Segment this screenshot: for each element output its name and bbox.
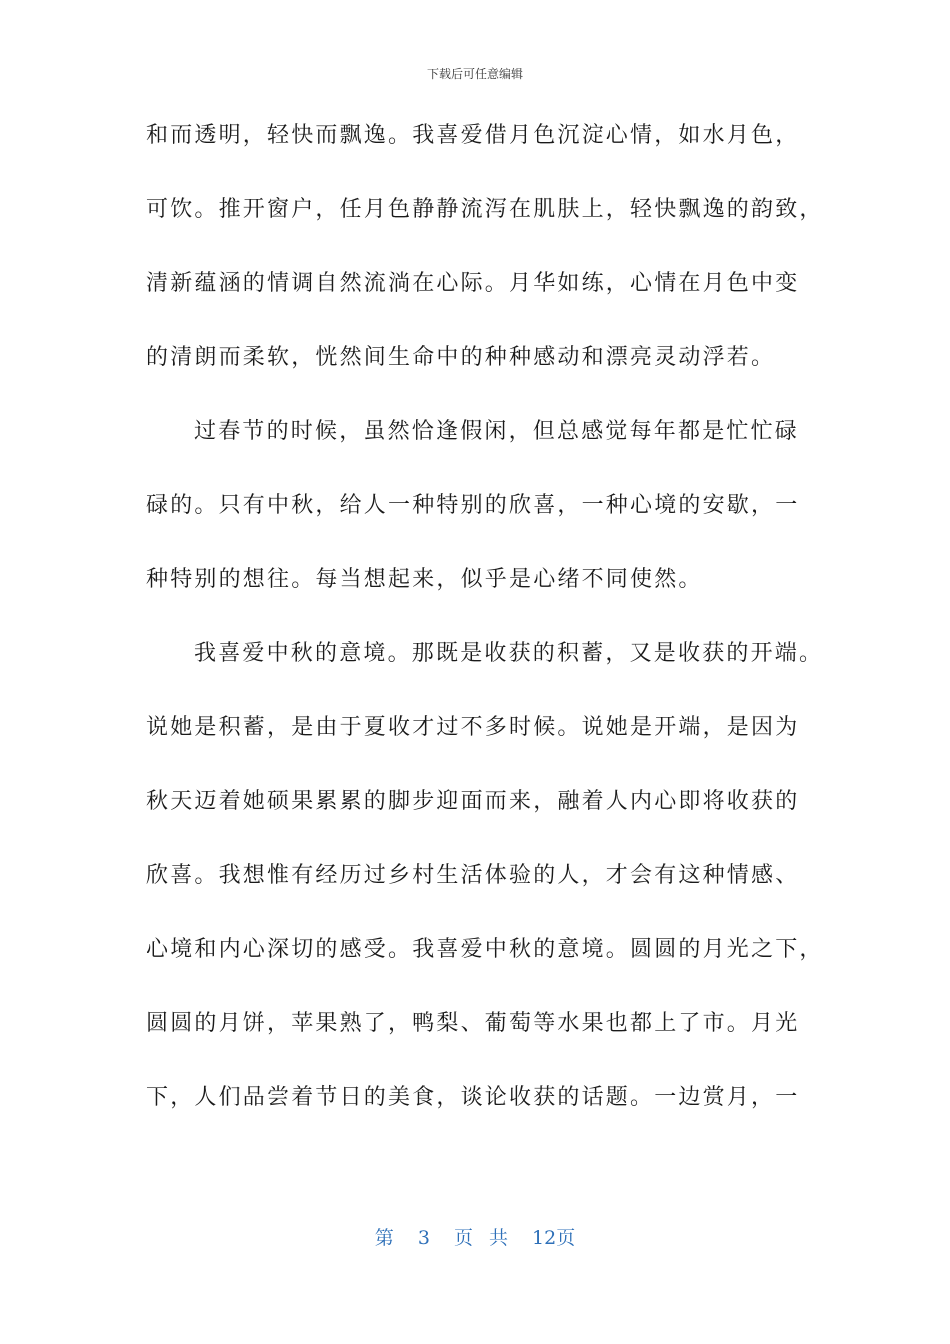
- text-line: 我喜爱中秋的意境。那既是收获的积蓄，又是收获的开端。: [194, 641, 824, 666]
- page-number-footer: [0, 1226, 950, 1250]
- page-header-note: 下载后可任意编辑: [426, 67, 523, 81]
- text-line: 圆圆的月饼，苹果熟了，鸭梨、葡萄等水果也都上了市。月光: [146, 1011, 800, 1036]
- text-line: 说她是积蓄，是由于夏收才过不多时候。说她是开端，是因为: [146, 715, 800, 740]
- text-line: 碌的。只有中秋，给人一种特别的欣喜，一种心境的安歇，一: [146, 493, 800, 518]
- page-middle-text: 页 共: [453, 1227, 508, 1249]
- text-line: 种特别的想往。每当想起来，似乎是心绪不同使然。: [146, 567, 703, 592]
- document-body: [146, 123, 824, 1160]
- text-line: 清新蕴涵的情调自然流淌在心际。月华如练，心情在月色中变: [146, 271, 800, 296]
- text-line: 秋天迈着她硕果累累的脚步迎面而来，融着人内心即将收获的: [146, 789, 800, 814]
- text-line: 的清朗而柔软，恍然间生命中的种种感动和漂亮灵动浮若。: [146, 345, 776, 370]
- text-line: 和而透明，轻快而飘逸。我喜爱借月色沉淀心情，如水月色，: [146, 123, 800, 148]
- text-line: 心境和内心深切的感受。我喜爱中秋的意境。圆圆的月光之下，: [146, 937, 824, 962]
- text-line: 可饮。推开窗户，任月色静静流泻在肌肤上，轻快飘逸的韵致，: [146, 197, 824, 222]
- text-line: 欣喜。我想惟有经历过乡村生活体验的人，才会有这种情感、: [146, 863, 800, 888]
- current-page-number: 3: [417, 1227, 430, 1249]
- text-line: 下，人们品尝着节日的美食，谈论收获的话题。一边赏月，一: [146, 1085, 800, 1110]
- page-prefix: 第: [374, 1227, 394, 1249]
- total-pages: 12页: [532, 1227, 576, 1249]
- text-line: 过春节的时候，虽然恰逢假闲，但总感觉每年都是忙忙碌: [194, 419, 800, 444]
